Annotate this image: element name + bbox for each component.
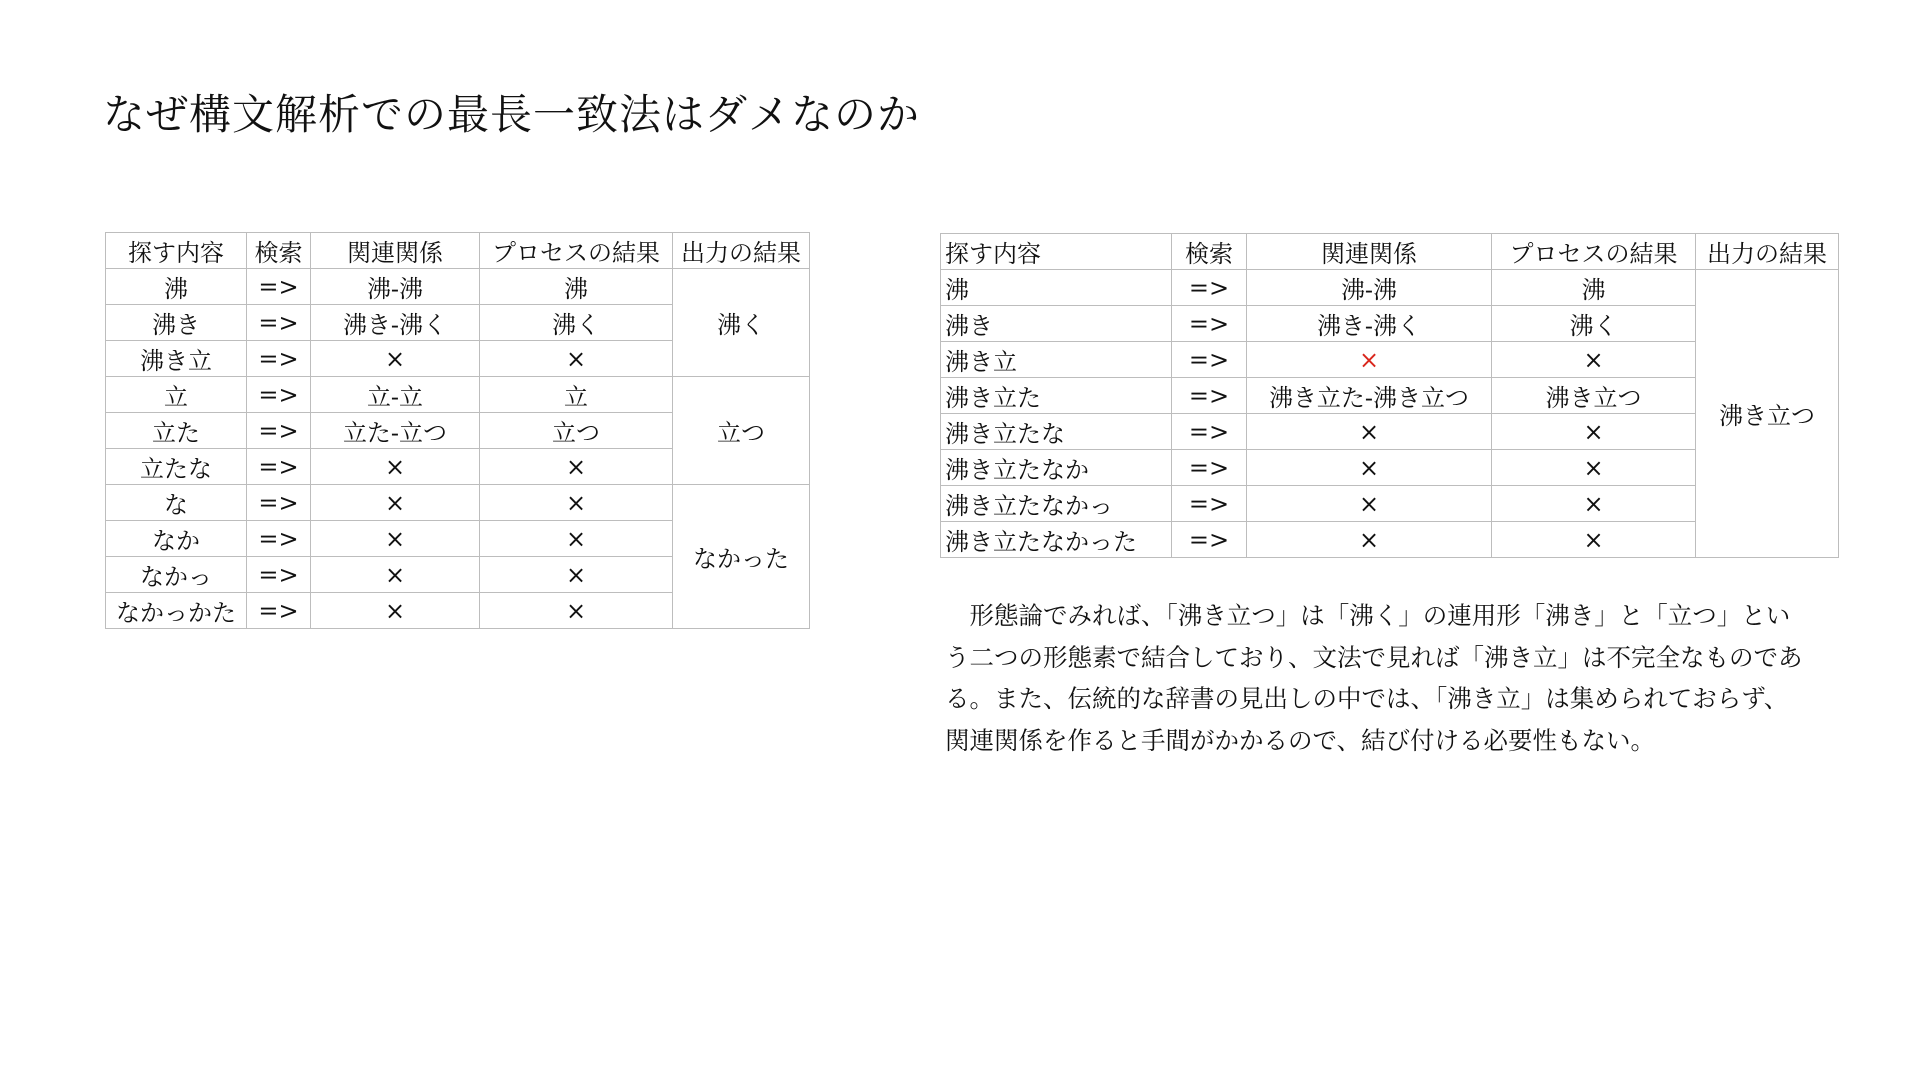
query-cell: 沸き	[941, 306, 1172, 342]
query-cell: 立たな	[106, 449, 247, 485]
arrow-cell: =>	[247, 269, 311, 305]
header-relation: 関連関係	[1247, 234, 1492, 270]
relation-cell: ×	[311, 449, 480, 485]
arrow-cell: =>	[1172, 378, 1247, 414]
process-cell: ×	[1492, 522, 1696, 558]
process-cell: ×	[1492, 342, 1696, 378]
arrow-cell: =>	[247, 485, 311, 521]
query-cell: 沸き立た	[941, 378, 1172, 414]
query-cell: なか	[106, 521, 247, 557]
arrow-cell: =>	[1172, 342, 1247, 378]
process-cell: ×	[1492, 450, 1696, 486]
relation-cell: ×	[311, 593, 480, 629]
process-cell: 沸	[480, 269, 673, 305]
query-cell: 沸き立たな	[941, 414, 1172, 450]
relation-cell: ×	[311, 521, 480, 557]
table-row	[106, 485, 810, 521]
right-analysis-table	[940, 233, 1839, 558]
relation-cell-highlighted: ×	[1247, 342, 1492, 378]
header-relation: 関連関係	[311, 233, 480, 269]
process-cell: ×	[480, 521, 673, 557]
arrow-cell: =>	[1172, 414, 1247, 450]
arrow-cell: =>	[1172, 486, 1247, 522]
relation-cell: ×	[1247, 450, 1492, 486]
relation-cell: 沸-沸	[311, 269, 480, 305]
relation-cell: 立た-立つ	[311, 413, 480, 449]
paragraph-line: 形態論でみれば、「沸き立つ」は「沸く」の連用形「沸き」と「立つ」とい	[945, 601, 1791, 630]
process-cell: 立	[480, 377, 673, 413]
query-cell: なかっかた	[106, 593, 247, 629]
output-cell: 沸き立つ	[1696, 270, 1839, 558]
query-cell: 沸き立	[941, 342, 1172, 378]
process-cell: ×	[480, 557, 673, 593]
query-cell: 立た	[106, 413, 247, 449]
arrow-cell: =>	[247, 593, 311, 629]
arrow-cell: =>	[247, 521, 311, 557]
query-cell: なかっ	[106, 557, 247, 593]
process-cell: 沸く	[480, 305, 673, 341]
process-cell: ×	[480, 485, 673, 521]
relation-cell: 沸き-沸く	[1247, 306, 1492, 342]
query-cell: 立	[106, 377, 247, 413]
query-cell: 沸き立たなかった	[941, 522, 1172, 558]
header-query: 探す内容	[941, 234, 1172, 270]
header-output: 出力の結果	[1696, 234, 1839, 270]
query-cell: 沸き立たなかっ	[941, 486, 1172, 522]
header-query: 探す内容	[106, 233, 247, 269]
process-cell: ×	[480, 341, 673, 377]
table-header-row	[106, 233, 810, 269]
relation-cell: ×	[311, 485, 480, 521]
relation-cell: ×	[1247, 522, 1492, 558]
query-cell: 沸き立	[106, 341, 247, 377]
query-cell: 沸き立たなか	[941, 450, 1172, 486]
relation-cell: 沸き立た-沸き立つ	[1247, 378, 1492, 414]
process-cell: 立つ	[480, 413, 673, 449]
arrow-cell: =>	[1172, 270, 1247, 306]
arrow-cell: =>	[247, 341, 311, 377]
left-analysis-table	[105, 232, 810, 629]
relation-cell: ×	[1247, 414, 1492, 450]
paragraph-line: う二つの形態素で結合しており、文法で見れば「沸き立」は不完全なものであ	[945, 642, 1803, 672]
arrow-cell: =>	[247, 557, 311, 593]
arrow-cell: =>	[1172, 306, 1247, 342]
arrow-cell: =>	[1172, 522, 1247, 558]
process-cell: ×	[480, 449, 673, 485]
relation-cell: 立-立	[311, 377, 480, 413]
header-process: プロセスの結果	[1492, 234, 1696, 270]
paragraph-line: る。また、伝統的な辞書の見出しの中では、「沸き立」は集められておらず、	[945, 684, 1789, 713]
header-process: プロセスの結果	[480, 233, 673, 269]
arrow-cell: =>	[247, 449, 311, 485]
table-row	[941, 270, 1839, 306]
relation-cell: ×	[311, 557, 480, 593]
process-cell: ×	[1492, 414, 1696, 450]
process-cell: ×	[1492, 486, 1696, 522]
table-header-row	[941, 234, 1839, 270]
header-output: 出力の結果	[673, 233, 810, 269]
arrow-cell: =>	[247, 305, 311, 341]
query-cell: 沸き	[106, 305, 247, 341]
output-cell: なかった	[673, 485, 810, 629]
arrow-cell: =>	[247, 413, 311, 449]
explanation-paragraph	[945, 595, 1845, 761]
process-cell: 沸き立つ	[1492, 378, 1696, 414]
arrow-cell: =>	[1172, 450, 1247, 486]
output-cell: 沸く	[673, 269, 810, 377]
header-search: 検索	[247, 233, 311, 269]
header-search: 検索	[1172, 234, 1247, 270]
query-cell: な	[106, 485, 247, 521]
table-row	[106, 377, 810, 413]
process-cell: ×	[480, 593, 673, 629]
paragraph-line: 関連関係を作ると手間がかかるので、結び付ける必要性もない。	[945, 725, 1656, 755]
arrow-cell: =>	[247, 377, 311, 413]
output-cell: 立つ	[673, 377, 810, 485]
relation-cell: 沸-沸	[1247, 270, 1492, 306]
page-title: なぜ構文解析での最長一致法はダメなのか	[103, 90, 921, 139]
relation-cell: ×	[311, 341, 480, 377]
query-cell: 沸	[941, 270, 1172, 306]
query-cell: 沸	[106, 269, 247, 305]
table-row	[106, 269, 810, 305]
relation-cell: 沸き-沸く	[311, 305, 480, 341]
process-cell: 沸く	[1492, 306, 1696, 342]
relation-cell: ×	[1247, 486, 1492, 522]
process-cell: 沸	[1492, 270, 1696, 306]
